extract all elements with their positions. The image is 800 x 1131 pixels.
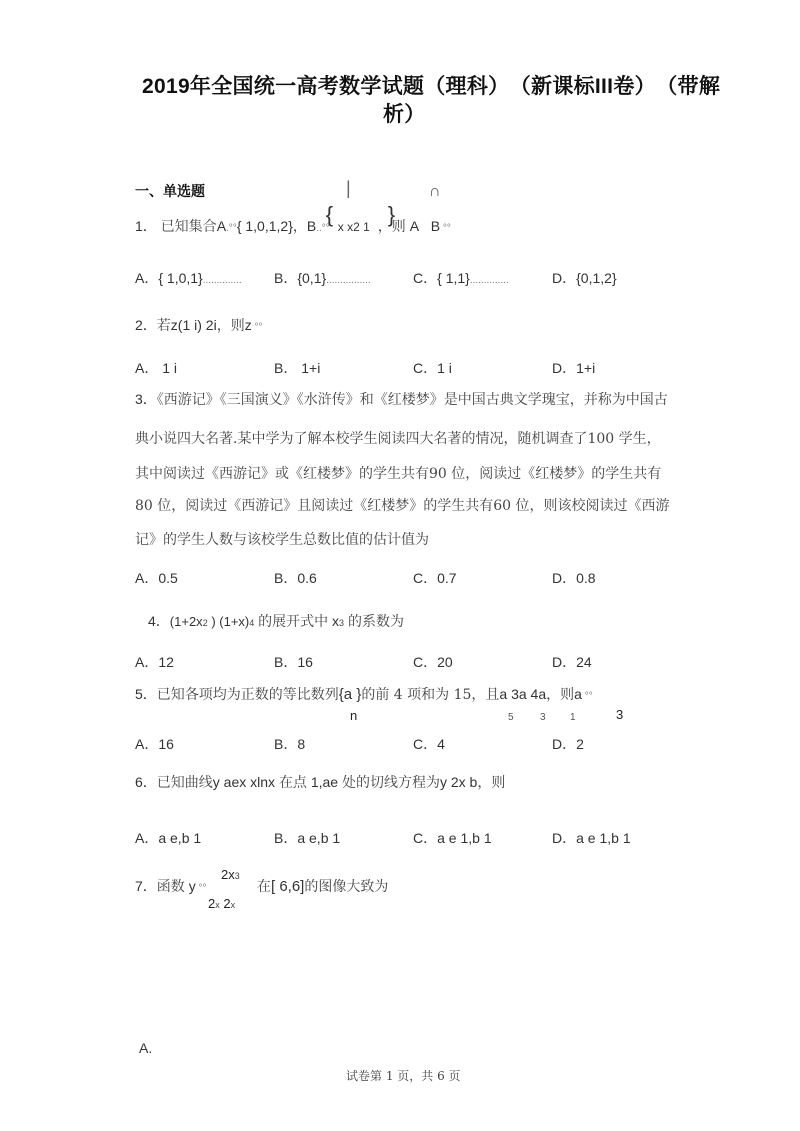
question-3-line-1: 3．《西游记》《三国演义》《水浒传》和《红楼梦》是中国古典文学瑰宝，并称为中国古 — [135, 391, 668, 408]
set-b-value: x x2 1 — [337, 220, 370, 234]
tangent-equation: y 2x b — [439, 774, 478, 790]
curve-equation: y aex xlnx — [212, 774, 276, 790]
question-1: 1． 已知集合A.°°{ 1,0,1,2}，B..°° { } x x2 1 ，则 A B °° — [135, 202, 451, 235]
set-a-value: { 1,0,1,2} — [236, 218, 293, 234]
question-5-option-c[interactable]: C．4 — [413, 736, 445, 752]
question-4-option-a[interactable]: A．12 — [135, 654, 174, 670]
question-4-option-c[interactable]: C．20 — [413, 654, 453, 670]
question-3-option-b[interactable]: B．0.6 — [274, 570, 317, 586]
question-3-option-d[interactable]: D．0.8 — [552, 570, 596, 586]
question-number: 2． — [135, 317, 157, 333]
question-3-line-5: 记》的学生人数与该校学生总数比值的估计值为 — [135, 532, 429, 548]
question-7-tail: 在[ 6,6]的图像大致为 — [257, 878, 389, 895]
section-heading-single-choice: 一、单选题 — [135, 183, 205, 199]
page-footer: 试卷第 1 页，共 6 页 — [346, 1069, 461, 1083]
document-title-line-2: 析） — [383, 103, 426, 126]
point-coordinates: 1,ae — [310, 774, 339, 790]
question-2-option-d[interactable]: D．1+i — [552, 360, 596, 376]
subscript-5: 5 — [508, 712, 514, 723]
interval: [ 6,6] — [271, 878, 305, 895]
question-1-option-b[interactable]: B．{0,1}................ — [274, 270, 371, 286]
question-5-option-b[interactable]: B．8 — [274, 736, 306, 752]
question-4-option-d[interactable]: D．24 — [552, 654, 592, 670]
set-a-label: A — [216, 218, 227, 234]
sequence-subscript: n — [350, 708, 358, 723]
question-5: 5．已知各项均为正数的等比数列{a }的前 4 项和为 15，且a 3a 4a，则a °° — [135, 686, 593, 703]
question-4: 4．(1+2x2 ) (1+x)4 的展开式中 x3 的系数为 — [148, 613, 404, 630]
math-artifact-cap: ∩ — [429, 183, 441, 200]
question-3-option-a[interactable]: A．0.5 — [135, 570, 178, 586]
question-7: 7．函数 y °° — [135, 878, 207, 895]
question-7-option-a[interactable]: A. — [139, 1040, 153, 1056]
question-stem-text: 已知集合 — [160, 219, 217, 235]
question-2-option-b[interactable]: B． 1+i — [274, 360, 321, 376]
question-stem-math: z(1 i) 2i — [170, 317, 217, 333]
question-2-option-a[interactable]: A． 1 i — [135, 360, 178, 376]
subscript-3: 3 — [540, 712, 546, 723]
question-number: 1． — [135, 218, 157, 234]
fraction-numerator: 2x3 — [221, 867, 240, 882]
subscript-1: 1 — [570, 712, 576, 723]
question-3-line-2: 典小说四大名著.某中学为了解本校学生阅读四大名著的情况，随机调查了100 学生， — [135, 431, 661, 447]
math-artifact-bar: | — [346, 178, 351, 198]
question-2-option-c[interactable]: C．1 i — [413, 360, 452, 376]
question-3-option-c[interactable]: C．0.7 — [413, 570, 457, 586]
question-5-option-a[interactable]: A．16 — [135, 736, 174, 752]
document-title-line-1: 2019年全国统一高考数学试题（理科） （新课标III卷） （带解 — [142, 75, 721, 98]
question-5-option-d[interactable]: D．2 — [552, 736, 584, 752]
question-6-option-d[interactable]: D．a e 1,b 1 — [552, 830, 631, 846]
question-1-option-d[interactable]: D．{0,1,2} — [552, 270, 617, 286]
question-3-line-4: 80 位，阅读过《西游记》且阅读过《红楼梦》的学生共有60 位，则该校阅读过《西游 — [135, 498, 670, 514]
fraction-denominator: 2x 2x — [208, 896, 236, 911]
question-2: 2．若z(1 i) 2i，则z °° — [135, 317, 263, 334]
question-1-option-c[interactable]: C．{ 1,1}.............. — [413, 270, 509, 286]
question-3-line-3: 其中阅读过《西游记》或《红楼梦》的学生共有90 位，阅读过《红楼梦》的学生共有 — [135, 466, 662, 482]
question-6: 6．已知曲线y aex xlnx 在点 1,ae 处的切线方程为y 2x b，则 — [135, 774, 506, 791]
set-b-label: B — [306, 218, 317, 234]
question-4-option-b[interactable]: B．16 — [274, 654, 313, 670]
question-6-option-c[interactable]: C．a e 1,b 1 — [413, 830, 492, 846]
question-6-option-a[interactable]: A．a e,b 1 — [135, 830, 202, 846]
ask-subscript: 3 — [616, 707, 624, 722]
question-1-option-a[interactable]: A．{ 1,0,1}.............. — [135, 270, 242, 286]
question-6-option-b[interactable]: B．a e,b 1 — [274, 830, 341, 846]
sequence-notation: {a } — [338, 686, 362, 703]
condition-expression: a 3a 4a — [499, 686, 547, 702]
